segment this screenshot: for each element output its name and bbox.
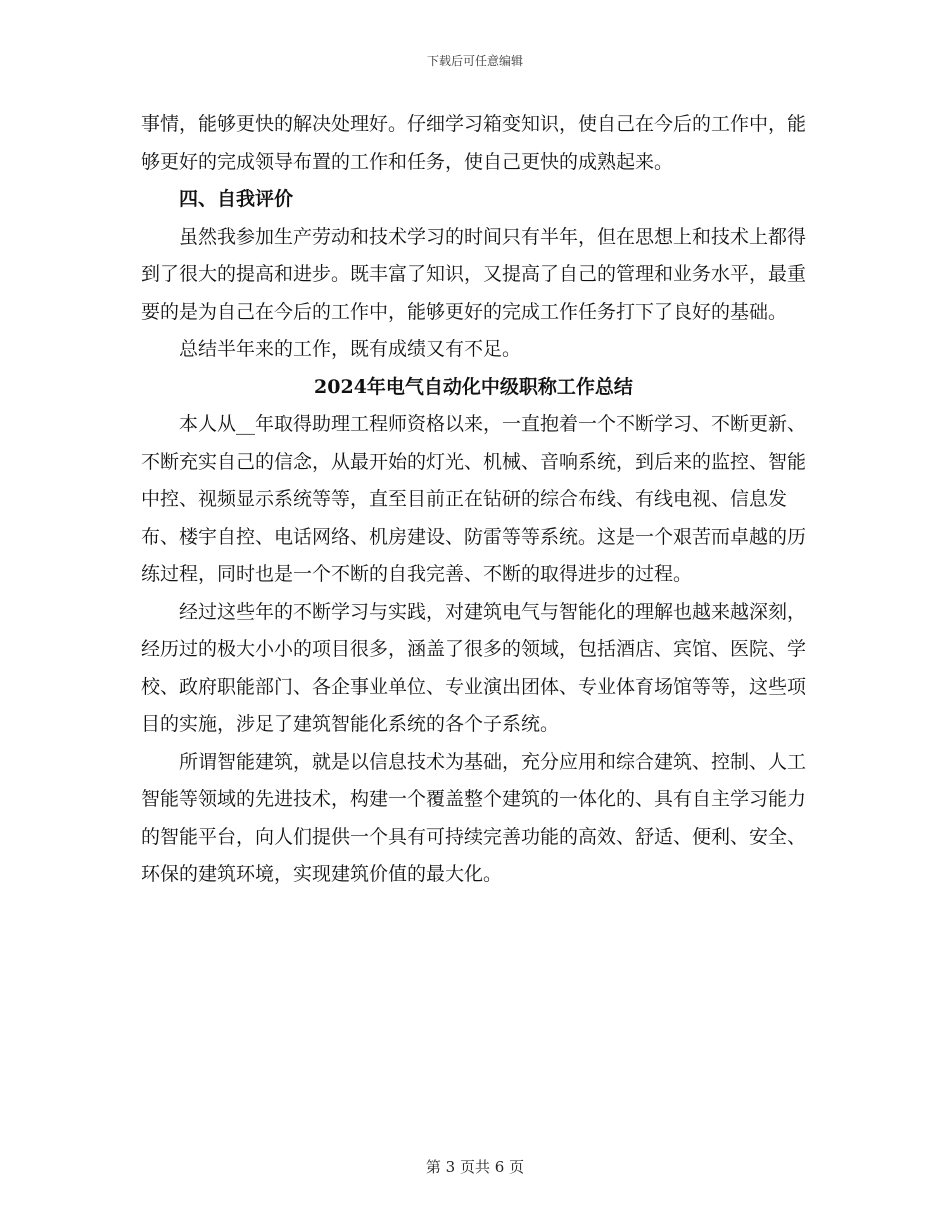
document-title: 2024年电气自动化中级职称工作总结 <box>314 375 633 398</box>
paragraph-self-evaluation: 虽然我参加生产劳动和技术学习的时间只有半年，但在思想上和技术上都得到了很大的提高和进步。既丰富了知识，又提高了自己的管理和业务水平，最重要的是为自己在今后的工作中，能够更好的完成工作任务打下了良好的基础。 <box>141 225 807 323</box>
document-body <box>141 106 806 894</box>
paragraph-experience: 本人从__年取得助理工程师资格以来，一直抱着一个不断学习、不断更新、不断充实自己的信念，从最开始的灯光、机械、音响系统，到后来的监控、智能中控、视频显示系统等等，直至目前正在钻研的综合布线、有线电视、信息发布、楼宇自控、电话网络、机房建设、防雷等等系统。这是一个艰苦而卓越的历练过程，同时也是一个不断的自我完善、不断的取得进步的过程。 <box>141 413 807 585</box>
paragraph-continuation: 事情，能够更快的解决处理好。仔细学习箱变知识，使自己在今后的工作中，能够更好的完成领导布置的工作和任务，使自己更快的成熟起来。 <box>141 113 807 173</box>
paragraph-practice: 经过这些年的不断学习与实践，对建筑电气与智能化的理解也越来越深刻，经历过的极大小小的项目很多，涵盖了很多的领域，包括酒店、宾馆、医院、学校、政府职能部门、各企事业单位、专业演出团体、专业体育场馆等等，这些项目的实施，涉足了建筑智能化系统的各个子系统。 <box>141 600 807 735</box>
paragraph-summary: 总结半年来的工作，既有成绩又有不足。 <box>179 338 522 360</box>
section-heading-self-evaluation: 四、自我评价 <box>179 188 294 210</box>
paragraph-intelligent-building: 所谓智能建筑，就是以信息技术为基础，充分应用和综合建筑、控制、人工智能等领域的先进技术，构建一个覆盖整个建筑的一体化的、具有自主学习能力的智能平台，向人们提供一个具有可持续完善功能的高效、舒适、便利、安全、环保的建筑环境，实现建筑价值的最大化。 <box>141 750 807 885</box>
page-header: 下载后可任意编辑 <box>426 54 523 68</box>
page-number: 第 3 页共 6 页 <box>425 1158 525 1176</box>
